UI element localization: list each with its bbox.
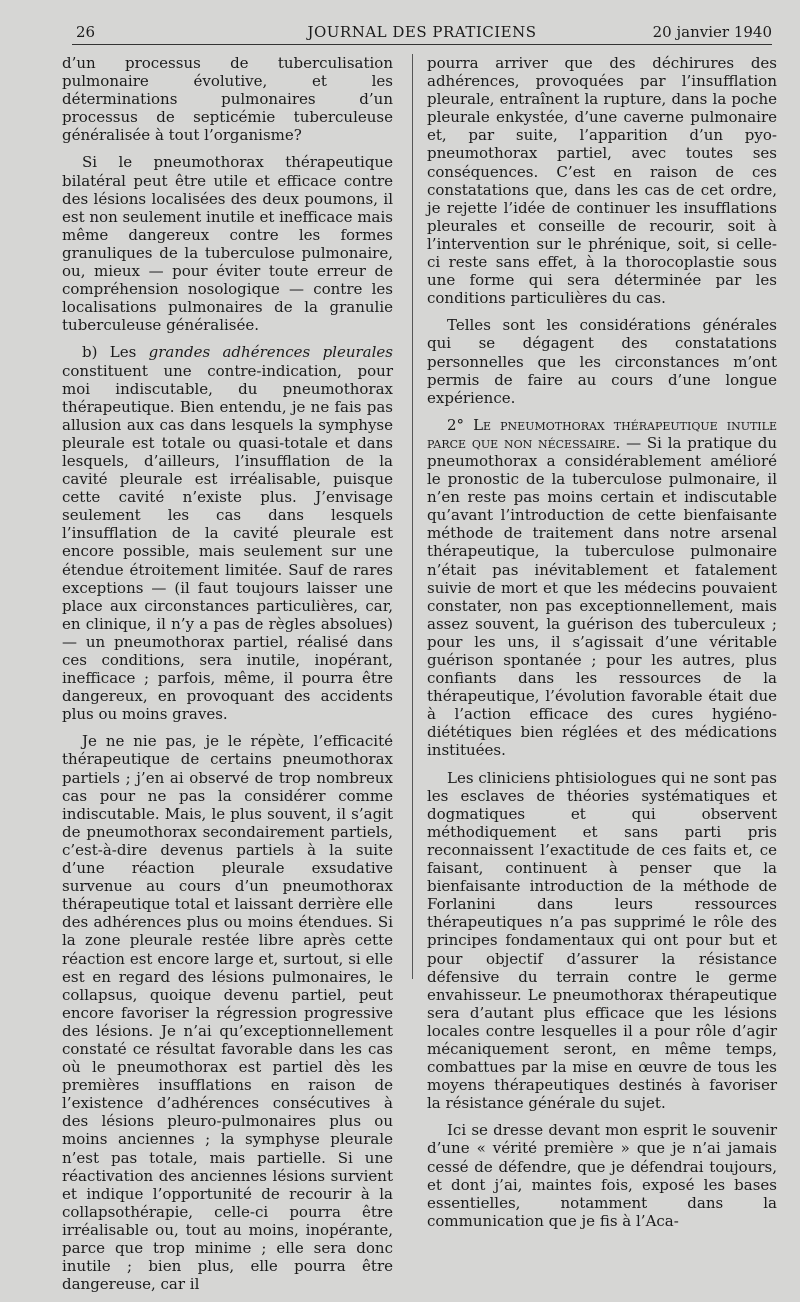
emphasis: grandes adhérences pleurales	[148, 343, 393, 362]
paragraph-lead: b) Les	[82, 343, 149, 362]
section-heading: 2° Le pneumothorax thérapeutique inutile parce que non nécessaire.	[427, 415, 777, 452]
paragraph: Je ne nie pas, je le répète, l’efficacité thérapeutique de certains pneumothorax partiels ; j’en ai observé de trop nombreux cas pour ne pas la considérer comme indiscutable. Mais, le plus souvent, il s’agit de pneumothorax secondairement partiels, c’est-à-dire devenus partiels à la suite d’une réaction pleurale exsudative survenue au cours d’un pneumothorax thérapeutique total et laissant derrière elle des adhérences plus ou moins étendues. Si la zone pleurale restée libre après cette réaction est encore large et, surtout, si elle est en regard des lésions pulmonaires, le collapsus, quoique devenu partiel, peut encore favoriser la régression progressive des lésions. Je n’ai qu’exceptionnellement constaté ce résultat favorable dans les cas où le pneumothorax est partiel dès les premières insufflations en raison de l’existence d’adhérences consécutives à des lésions pleuro-pulmonaires plus ou moins anciennes ; la symphyse pleurale n’est pas totale, mais partielle. Si une réactivation des anciennes lésions survient et indique l’opportunité de recourir à la collapsothérapie, celle-ci pourra être irréalisable ou, tout au moins, inopérante, parce que trop minime ; elle sera donc inutile ; bien plus, elle pourra être dangereuse, car il	[62, 732, 393, 1294]
paragraph: d’un processus de tuberculisation pulmonaire évolutive, et les déterminations pulmonaires d’un processus de septicémie tuberculeuse généralisée à tout l’organisme?	[62, 54, 393, 145]
left-column	[62, 54, 393, 1302]
page-number: 26	[76, 23, 96, 41]
column-divider	[412, 54, 413, 979]
right-column	[427, 54, 777, 1239]
paragraph-text: constituent une contre-indication, pour moi indiscutable, du pneumothorax thérapeutique. Bien entendu, je ne fais pas allusion aux cas dans lesquels la symphyse pleurale est totale ou quasi-totale et dans lesquels, d’ailleurs, l’insufflation de la cavité pleurale est irréalisable, puisque cette cavité n’existe plus. J’envisage seulement les cas dans lesquels l’insufflation de la cavité pleurale est encore possible, mais seulement sur une étendue étroitement limitée. Sauf de rares exceptions — (il faut toujours laisser une place aux circonstances particulières, car, en clinique, il n’y a pas de règles absolues) — un pneumothorax partiel, réalisé dans ces conditions, sera inutile, inopérant, inefficace ; parfois, même, il pourra être dangereux, en provoquant des accidents plus ou moins graves.	[62, 361, 393, 724]
paragraph: Telles sont les considérations générales qui se dégagent des constatations personnelles que les circonstances m’ont permis de faire au cours d’une longue expérience.	[427, 316, 777, 407]
paragraph	[427, 416, 777, 760]
paragraph-text: — Si la pratique du pneumothorax a considérablement amélioré le pronostic de la tuberculose pulmonaire, il n’en reste pas moins certain et indiscutable qu’avant l’introduction de cette bienfaisante méthode de traitement dans notre arsenal thérapeutique, la tuberculose pulmonaire n’était pas inévitablement et fatalement suivie de mort et que les médecins pouvaient constater, non pas exceptionnellement, mais assez souvent, la guérison des tuberculeux ; pour les uns, il s’agissait d’une véritable guérison spontanée ; pour les autres, plus confiants dans les ressources de la thérapeutique, l’évolution favorable était due à l’action efficace des cures hygiéno-diététiques bien réglées et des médications instituées.	[427, 433, 777, 760]
paragraph: Les cliniciens phtisiologues qui ne sont pas les esclaves de théories systématiques et dogmatiques et qui observent méthodiquement et sans parti pris reconnaissent l’exactitude de ces faits et, ce faisant, continuent à penser que la bienfaisante introduction de la méthode de Forlanini dans leurs ressources thérapeutiques n’a pas supprimé le rôle des principes fondamentaux qui ont pour but et pour objectif d’assurer la résistance défensive du terrain contre le germe envahisseur. Le pneumothorax thérapeutique sera d’autant plus efficace que les lésions locales contre lesquelles il a pour rôle d’agir mécaniquement seront, en même temps, combattues par la mise en œuvre de tous les moyens thérapeutiques destinés à favoriser la résistance générale du sujet.	[427, 768, 777, 1113]
paragraph: pourra arriver que des déchirures des adhérences, provoquées par l’insufflation pleurale, entraînent la rupture, dans la poche pleurale enkystée, d’une caverne pulmonaire et, par suite, l’apparition d’un pyo-pneumothorax partiel, avec toutes ses conséquences. C’est en raison de ces constatations que, dans les cas de cet ordre, je rejette l’idée de continuer les insufflations pleurales et conseille de recourir, soit à l’intervention sur le phrénique, soit, si celle-ci reste sans effet, à la thorocoplastie sous une forme qui sera déterminée par les conditions particulières du cas.	[427, 54, 777, 308]
paragraph: Ici se dresse devant mon esprit le souvenir d’une « vérité première » que je n’ai jamais cessé de défendre, que je défendrai toujours, et dont j’ai, maintes fois, exposé les bases essentielles, notamment dans la communication que je fis à l’Aca-	[427, 1121, 777, 1230]
paragraph	[62, 343, 393, 723]
page-header	[72, 22, 772, 45]
journal-title: JOURNAL DES PRATICIENS	[307, 23, 537, 41]
paragraph: Si le pneumothorax thérapeutique bilatéral peut être utile et efficace contre des lésions localisées des deux poumons, il est non seulement inutile et inefficace mais même dangereux contre les formes granuliques de la tuberculose pulmonaire, ou, mieux — pour éviter toute erreur de compréhension nosologique — contre les localisations pulmonaires de la granulie tuberculeuse généralisée.	[62, 153, 393, 335]
issue-date: 20 janvier 1940	[652, 23, 772, 41]
